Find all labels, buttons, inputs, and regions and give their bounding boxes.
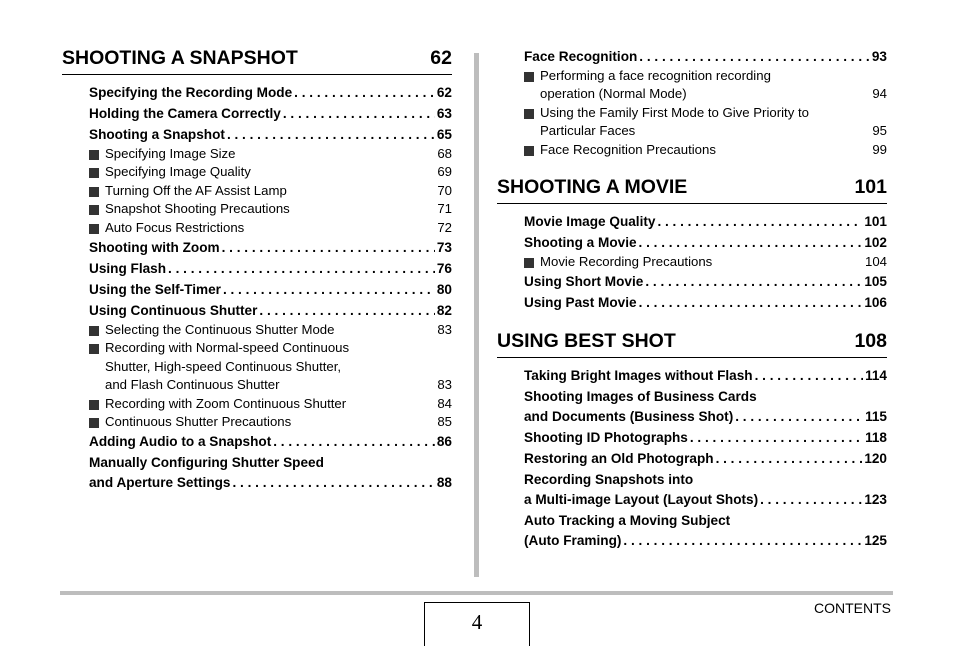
entry-page: 76 [436,261,452,277]
entry-page: 105 [864,274,887,290]
entry-page: 63 [436,106,452,121]
entry-title: Using Past Movie [524,295,637,311]
square-bullet-icon [524,72,534,82]
square-bullet-icon [89,224,99,234]
square-bullet-icon [89,168,99,178]
entry-page: 62 [436,85,452,100]
entry-title: Taking Bright Images without Flash [524,368,753,384]
toc-entry[interactable] [524,271,887,292]
entry-title: Shooting ID Photographs [524,430,688,446]
subentry-page: 83 [437,377,452,393]
subentry-title: Continuous Shutter Precautions [105,414,292,430]
entry-title: Face Recognition [524,49,638,64]
subentry-title-line: Using the Family First Mode to Give Priority to [540,104,809,120]
entry-page: 86 [436,434,452,450]
toc-subentry[interactable] [89,395,452,413]
toc-subentry[interactable] [89,413,452,431]
section-page: 62 [430,47,452,69]
square-bullet-icon [89,187,99,197]
subentry-page: 69 [437,164,452,180]
section-title: SHOOTING A SNAPSHOT [62,47,298,69]
square-bullet-icon [89,205,99,215]
toc-entry[interactable] [524,448,887,469]
entry-title-line: and Aperture Settings [89,475,231,491]
subentry-page: 84 [437,395,452,411]
section-title: SHOOTING A MOVIE [497,176,688,199]
entry-title: Movie Image Quality [524,214,656,230]
toc-entry[interactable] [89,82,452,103]
entry-page: 93 [871,49,887,64]
entry-page: 115 [865,409,887,425]
toc-entry[interactable] [89,300,452,321]
toc-entry[interactable] [89,453,452,493]
subentry-title-line: operation (Normal Mode) [540,86,687,102]
entry-page: 82 [436,303,452,319]
toc-entry[interactable] [524,232,887,253]
toc-entry[interactable] [524,46,887,67]
toc-entry[interactable] [89,103,452,124]
entry-title: Specifying the Recording Mode [89,85,293,100]
subentry-page: 85 [437,414,452,430]
entry-title: Shooting with Zoom [89,240,220,256]
toc-entry[interactable] [89,431,452,452]
entry-title: Using the Self-Timer [89,282,221,298]
subentry-title: Auto Focus Restrictions [105,219,245,235]
entry-page: 106 [864,295,887,311]
toc-entry[interactable] [89,237,452,258]
entry-title: Restoring an Old Photograph [524,451,714,467]
entry-page: 120 [864,451,887,467]
square-bullet-icon [89,150,99,160]
toc-entry[interactable] [524,511,887,551]
square-bullet-icon [524,258,534,268]
page-number: 4 [424,602,530,646]
subentry-title: Specifying Image Size [105,146,236,161]
subentry-title: Face Recognition Precautions [540,141,716,157]
subentry-title: Recording with Zoom Continuous Shutter [105,395,347,411]
toc-subentry[interactable] [89,163,452,181]
toc-subentry[interactable] [89,182,452,200]
entry-title: Shooting a Snapshot [89,127,225,142]
entry-page: 80 [436,282,452,298]
entry-title: Shooting a Movie [524,235,637,251]
subentry-title: Specifying Image Quality [105,164,251,180]
subentry-page: 95 [872,123,887,139]
toc-entry[interactable] [524,211,887,232]
subentry-title: Snapshot Shooting Precautions [105,201,290,217]
entry-title-line: Auto Tracking a Moving Subject [524,513,731,529]
section-page: 101 [854,176,887,199]
entry-page: 123 [864,492,887,508]
square-bullet-icon [89,326,99,336]
toc-subentry[interactable] [89,145,452,163]
subentry-page: 83 [437,322,452,338]
left-column [62,46,452,493]
subentry-page: 71 [437,201,452,217]
entry-title-line: and Documents (Business Shot) [524,409,734,425]
toc-subentry[interactable] [89,321,452,339]
subentry-page: 94 [872,86,887,102]
subentry-page: 68 [437,146,452,161]
subentry-title-line: Recording with Normal-speed Continuous [105,340,350,356]
entry-title: Holding the Camera Correctly [89,106,281,121]
subentry-title-line: Particular Faces [540,123,636,139]
subentry-page: 70 [437,182,452,198]
entry-title: Using Flash [89,261,167,277]
toc-entry[interactable] [524,427,887,448]
entry-page: 114 [865,368,887,384]
square-bullet-icon [89,344,99,354]
toc-subentry[interactable] [524,253,887,271]
footer-rule [60,591,893,595]
section-heading [497,175,887,204]
subentry-title-line: Performing a face recognition recording [540,68,771,83]
toc-entry[interactable] [89,258,452,279]
section-heading [497,329,887,358]
toc-entry[interactable] [524,292,887,313]
column-divider [474,53,479,577]
entry-page: 118 [865,430,887,446]
contents-link[interactable]: CONTENTS [814,600,891,616]
entry-title-line: (Auto Framing) [524,533,622,549]
section-title: USING BEST SHOT [497,330,676,353]
toc-subentry[interactable] [89,219,452,237]
entry-page: 65 [436,127,452,142]
toc-subentry[interactable] [89,200,452,218]
subentry-title-line: and Flash Continuous Shutter [105,377,280,393]
toc-entry[interactable] [89,124,452,145]
toc-subentry[interactable] [524,141,887,159]
subentry-page: 72 [437,219,452,235]
toc-subentry[interactable] [524,104,887,141]
section-page: 108 [854,330,887,353]
subentry-title: Selecting the Continuous Shutter Mode [105,322,335,338]
subentry-page: 99 [872,141,887,157]
toc-entry[interactable] [524,365,887,386]
toc-entry[interactable] [524,387,887,427]
subentry-title-line: Shutter, High-speed Continuous Shutter, [105,358,342,374]
square-bullet-icon [524,109,534,119]
entry-title: Using Continuous Shutter [89,303,258,319]
entry-title-line: Recording Snapshots into [524,472,694,488]
subentry-page: 104 [864,254,887,270]
entry-title-line: Manually Configuring Shutter Speed [89,455,324,471]
toc-subentry[interactable] [89,339,452,394]
toc-subentry[interactable] [524,67,887,104]
section-heading [62,46,452,75]
right-column [497,46,887,551]
square-bullet-icon [524,146,534,156]
entry-page: 101 [864,214,887,230]
subentry-title: Turning Off the AF Assist Lamp [105,182,287,198]
entry-title: Using Short Movie [524,274,644,290]
entry-title-line: a Multi-image Layout (Layout Shots) [524,492,759,508]
entry-page: 73 [436,240,452,256]
square-bullet-icon [89,400,99,410]
entry-page: 88 [436,475,452,491]
toc-entry[interactable] [89,279,452,300]
entry-title: Adding Audio to a Snapshot [89,434,272,450]
subentry-title: Movie Recording Precautions [540,254,713,270]
entry-page: 102 [864,235,887,251]
toc-entry[interactable] [524,470,887,510]
square-bullet-icon [89,418,99,428]
entry-title-line: Shooting Images of Business Cards [524,389,757,405]
entry-page: 125 [864,533,887,549]
